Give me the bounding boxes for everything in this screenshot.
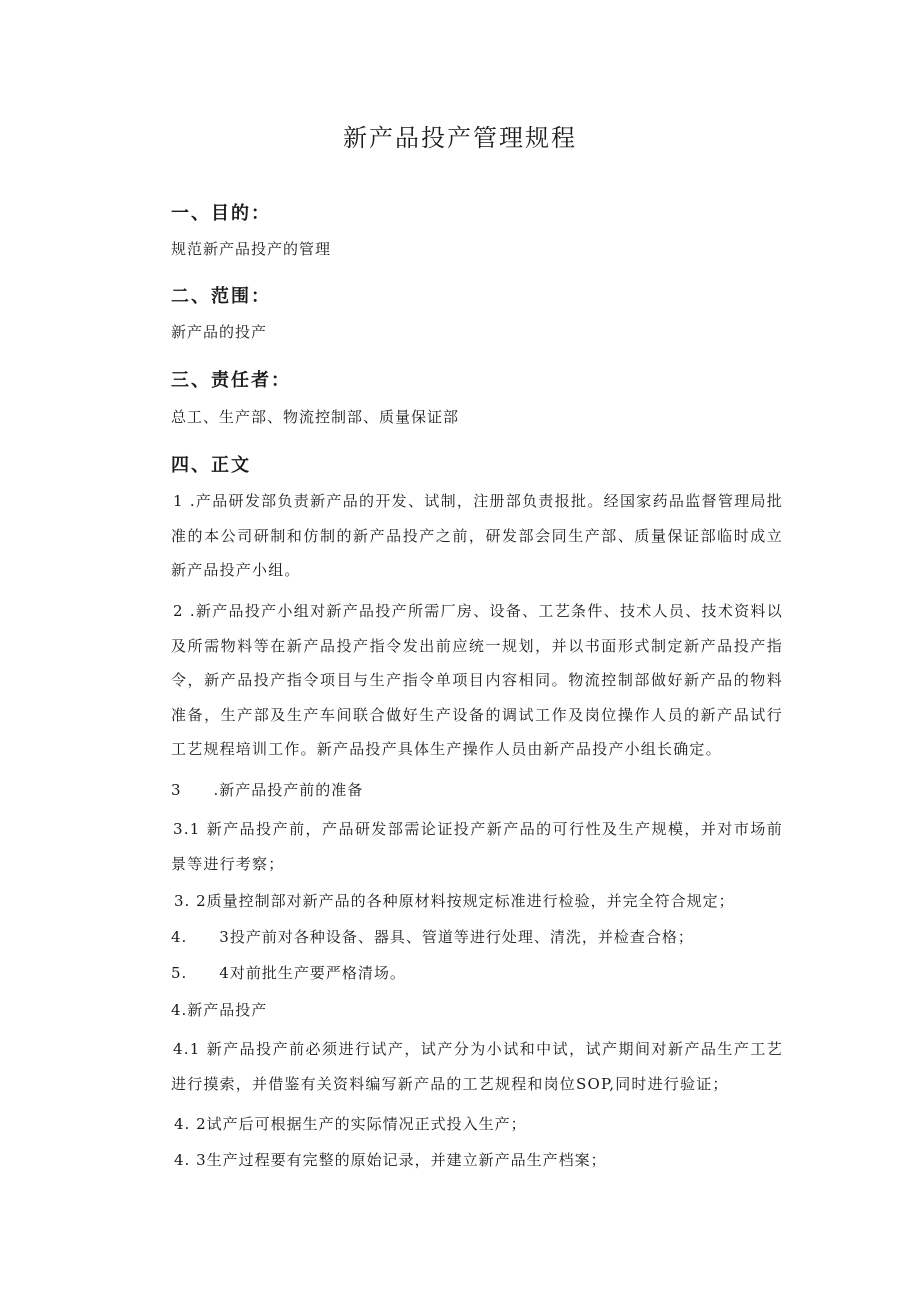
paragraph-4-2: 4. 2试产后可根据生产的实际情况正式投入生产； <box>174 1115 527 1133</box>
section-body-scope: 新产品的投产 <box>171 323 268 341</box>
section-heading-main-text: 四、正文 <box>171 455 251 476</box>
paragraph-4-1: 4.1 新产品投产前必须进行试产，试产分为小试和中试，试产期间对新产品生产工艺进行摸索，并借鉴有关资料编写新产品的工艺规程和岗位SOP,同时进行验证； <box>171 1040 783 1093</box>
section-body-responsible: 总工、生产部、物流控制部、质量保证部 <box>171 408 460 426</box>
paragraph-2: 2 .新产品投产小组对新产品投产所需厂房、设备、工艺条件、技术人员、技术资料以及所需物料等在新产品投产指令发出前应统一规划，并以书面形式制定新产品投产指令，新产品投产指令项目与生产指令单项目内容相同。物流控制部做好新产品的物料准备，生产部及生产车间联合做好生产设备的调试工作及岗位操作人员的新产品试行工艺规程培训工作。新产品投产具体生产操作人员由新产品投产小组长确定。 <box>171 602 783 758</box>
paragraph-4-3: 4. 3生产过程要有完整的原始记录，并建立新产品生产档案； <box>174 1151 607 1169</box>
paragraph-3-2: 3. 2质量控制部对新产品的各种原材料按规定标准进行检验，并完全符合规定； <box>174 892 735 910</box>
paragraph-3-1: 3.1 新产品投产前，产品研发部需论证投产新产品的可行性及生产规模，并对市场前景等进行考察； <box>171 820 783 873</box>
paragraph-3-3: 4. 3投产前对各种设备、器具、管道等进行处理、清洗，并检查合格； <box>171 928 694 946</box>
document-title: 新产品投产管理规程 <box>343 124 577 152</box>
section-heading-scope: 二、范围： <box>171 286 271 307</box>
section-body-purpose: 规范新产品投产的管理 <box>171 240 332 258</box>
paragraph-3-heading: 3 .新产品投产前的准备 <box>171 781 364 799</box>
section-heading-purpose: 一、目的： <box>171 203 271 224</box>
paragraph-3-4: 5. 4对前批生产要严格清场。 <box>171 964 406 982</box>
paragraph-4-heading: 4.新产品投产 <box>171 1001 268 1019</box>
section-heading-responsible: 三、责任者： <box>171 370 291 391</box>
paragraph-1: 1 .产品研发部负责新产品的开发、试制，注册部负责报批。经国家药品监督管理局批准的本公司研制和仿制的新产品投产之前，研发部会同生产部、质量保证部临时成立新产品投产小组。 <box>171 492 783 579</box>
